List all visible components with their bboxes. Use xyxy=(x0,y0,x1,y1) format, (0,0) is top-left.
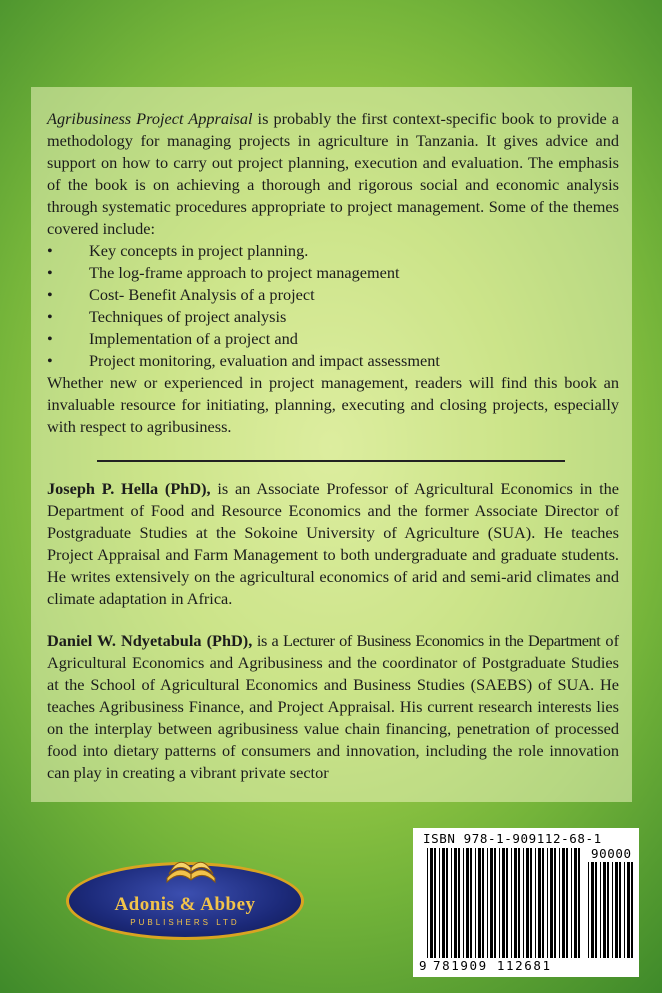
bullet: • xyxy=(47,329,53,348)
author-bio-ndyetabula xyxy=(47,630,619,784)
theme-text: Cost- Benefit Analysis of a project xyxy=(89,285,315,304)
list-item xyxy=(47,328,619,350)
bullet: • xyxy=(47,351,53,370)
author-bio-hella xyxy=(47,478,619,610)
theme-text: The log-frame approach to project management xyxy=(89,263,400,282)
open-book-icon xyxy=(161,848,221,888)
ean-first-digit: 9 xyxy=(419,958,427,973)
publisher-logo xyxy=(66,848,306,941)
bullet: • xyxy=(47,285,53,304)
book-title-italic: Agribusiness Project Appraisal xyxy=(47,109,253,128)
intro-text: is probably the first context-specific book to provide a methodology for managing projects in agriculture in Tanzania. It gives advice and support on how to carry out project planning, execution and evaluation. The emphasis of the book is on achieving a thorough and rigorous social and economic analysis through systematic procedures appropriate to project management. Some of the themes covered include: xyxy=(47,109,620,238)
section-divider xyxy=(97,460,565,462)
theme-text: Techniques of project analysis xyxy=(89,307,287,326)
author-bio-text: is an Associate Professor of Agricultural Economics in the Department of Food and Resource Economics and the former Associate Director of Postgraduate Studies at the Sokoine University of Agriculture (SUA). He teaches Project Appraisal and Farm Management to both undergraduate and graduate students. He writes extensively on the agricultural economics of arid and semi-arid climates and climate adaptation in Africa. xyxy=(47,479,620,608)
bullet: • xyxy=(47,241,53,260)
bullet: • xyxy=(47,263,53,282)
book-description xyxy=(47,108,619,438)
list-item xyxy=(47,306,619,328)
intro-paragraph xyxy=(47,108,619,240)
list-item xyxy=(47,262,619,284)
theme-text: Key concepts in project planning. xyxy=(89,241,309,260)
theme-text: Implementation of a project and xyxy=(89,329,298,348)
price-code: 90000 xyxy=(591,846,632,861)
list-item xyxy=(47,350,619,372)
isbn-barcode xyxy=(413,828,639,977)
list-item xyxy=(47,284,619,306)
bullet: • xyxy=(47,307,53,326)
author-name: Joseph P. Hella (PhD), xyxy=(47,479,211,498)
barcode-bars xyxy=(413,828,639,977)
theme-text: Project monitoring, evaluation and impact assessment xyxy=(89,351,440,370)
author-bio-text-first-line: is a Lecturer of Business Economics in the Department xyxy=(252,631,601,650)
isbn-label: ISBN 978-1-909112-68-1 xyxy=(423,831,602,846)
themes-list xyxy=(47,240,619,372)
publisher-name: Adonis & Abbey xyxy=(114,894,256,915)
closing-paragraph: Whether new or experienced in project management, readers will find this book an invaluable resource for initiating, planning, executing and closing projects, especially with respect to agribusiness. xyxy=(47,373,619,436)
publisher-subtitle: PUBLISHERS LTD xyxy=(130,918,240,927)
author-bio-text: of Agricultural Economics and Agribusiness and the coordinator of Postgraduate Studies at the School of Agricultural Economics and Business Studies (SAEBS) of SUA. He teaches Agribusiness Finance, and Project Appraisal. His current research interests lies on the interplay between agribusiness value chain financing, penetration of processed food into dietary patterns of consumers and innovation, including the role innovation can play in creating a vibrant private sector xyxy=(47,631,619,782)
author-name: Daniel W. Ndyetabula (PhD), xyxy=(47,631,253,650)
ean-remaining-digits: 781909 112681 xyxy=(433,958,552,973)
list-item xyxy=(47,240,619,262)
